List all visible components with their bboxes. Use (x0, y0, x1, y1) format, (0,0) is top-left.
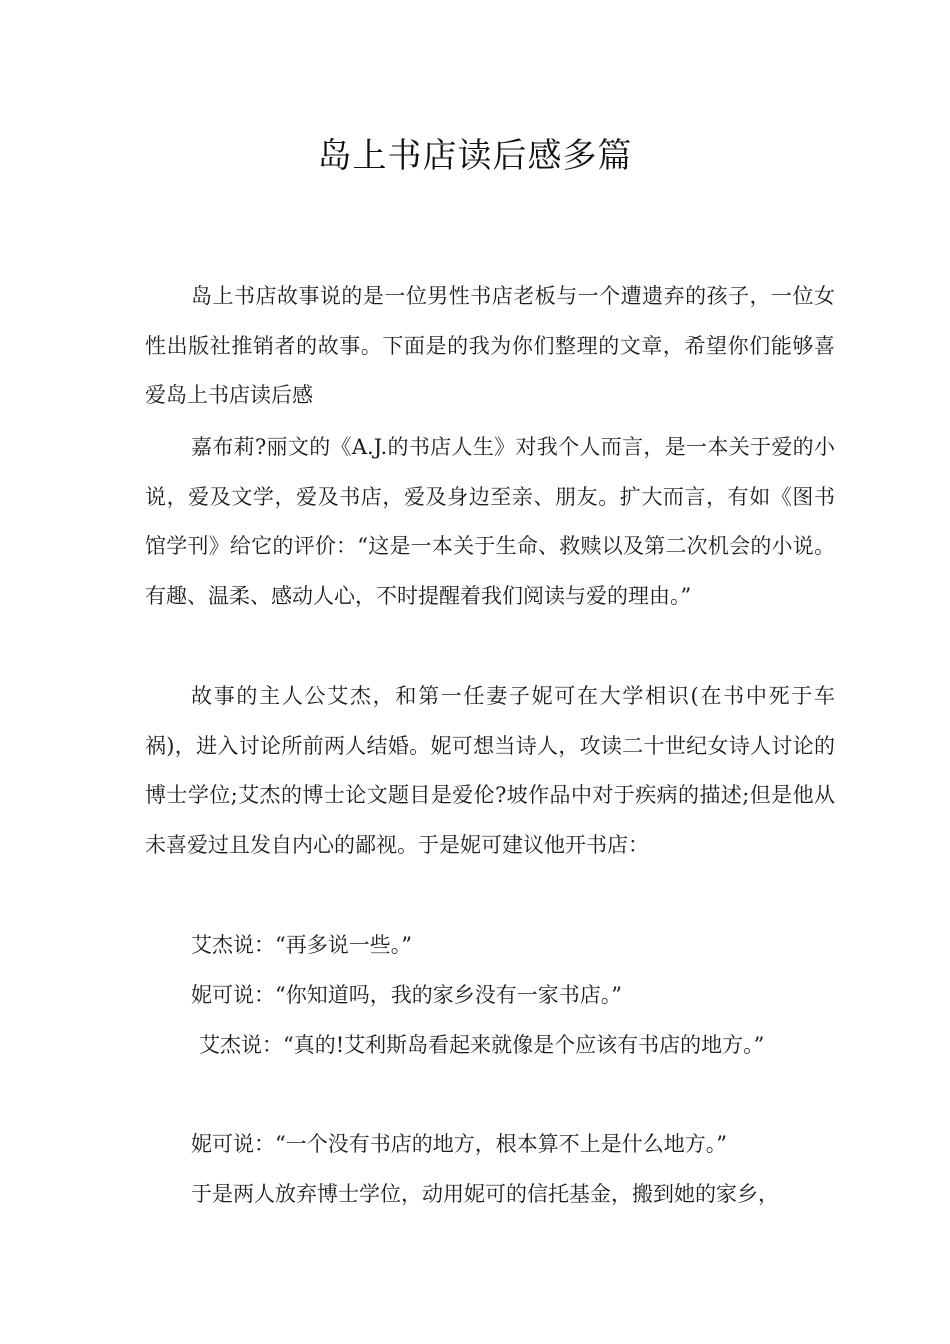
paragraph-book-review: 嘉布莉?丽文的《A.J.的书店人生》对我个人而言，是一本关于爱的小说，爱及文学，爱及书店，爱及身边至亲、朋友。扩大而言，有如《图书馆学刊》给它的评价：“这是一本关于生命、救赎以及第二次机会的小说。有趣、温柔、感动人心，不时提醒着我们阅读与爱的理由。” (145, 435, 835, 609)
page-title: 岛上书店读后感多篇 (317, 136, 633, 176)
paragraph-continuation: 于是两人放弃博士学位，动用妮可的信托基金，搬到她的家乡， (191, 1182, 779, 1206)
paragraph-intro: 岛上书店故事说的是一位男性书店老板与一个遭遗弃的孩子，一位女性出版社推销者的故事。下面是的我为你们整理的文章，希望你们能够喜爱岛上书店读后感 (145, 284, 835, 408)
paragraph-dialogue-1: 艾杰说：“再多说一些。” (191, 933, 412, 957)
paragraph-story: 故事的主人公艾杰，和第一任妻子妮可在大学相识(在书中死于车祸)，进入讨论所前两人结婚。妮可想当诗人，攻读二十世纪女诗人讨论的博士学位;艾杰的博士论文题目是爱伦?坡作品中对于疾病的描述;但是他从未喜爱过且发自内心的鄙视。于是妮可建议他开书店： (145, 684, 835, 858)
paragraph-dialogue-3: 艾杰说：“真的!艾利斯岛看起来就像是个应该有书店的地方。” (199, 1033, 765, 1057)
paragraph-dialogue-4: 妮可说：“一个没有书店的地方，根本算不上是什么地方。” (191, 1132, 727, 1156)
paragraph-dialogue-2: 妮可说：“你知道吗，我的家乡没有一家书店。” (191, 983, 622, 1007)
